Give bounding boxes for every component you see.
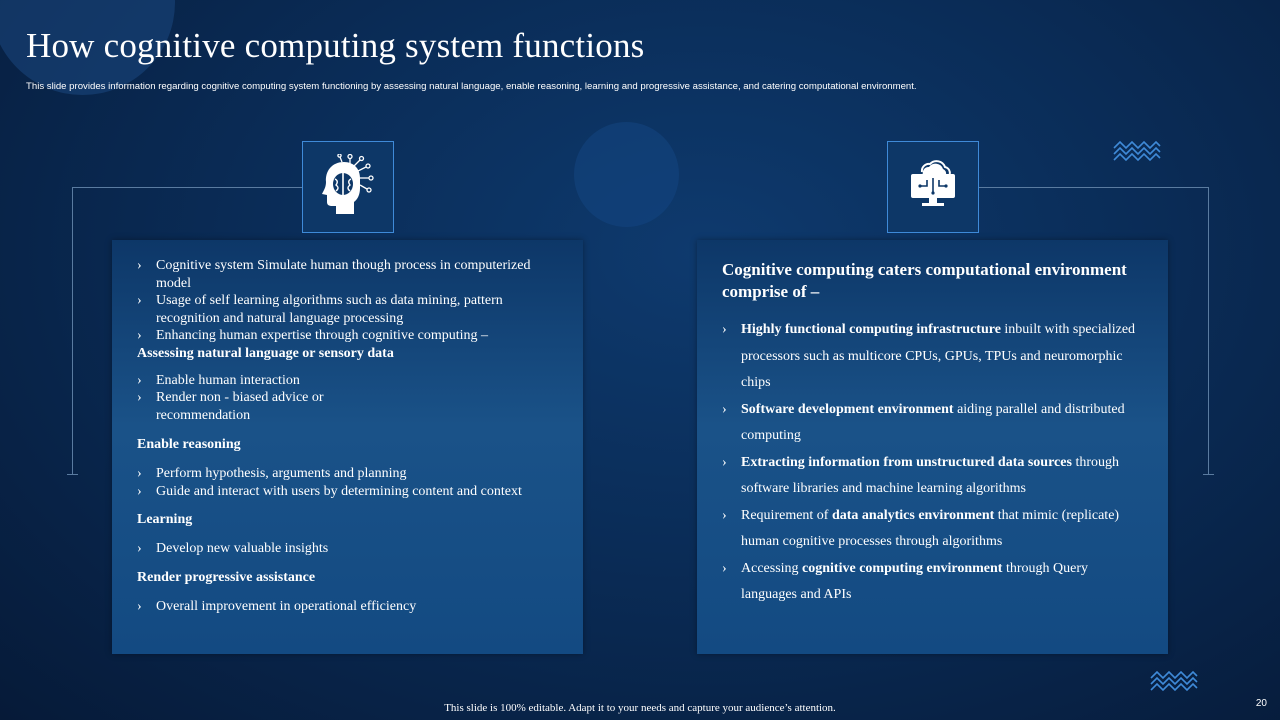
- list-item: › Render non - biased advice or recommendation: [137, 389, 326, 424]
- icon-box-left: [302, 141, 394, 233]
- section-list: [137, 598, 567, 616]
- left-card-content: [137, 257, 567, 615]
- environment-list: [722, 317, 1147, 609]
- connector-line: [72, 187, 73, 474]
- list-item: › Cognitive system Simulate human though process in computerized model: [137, 257, 567, 292]
- list-item: › Usage of self learning algorithms such as data mining, pattern recognition and natural language processing: [137, 292, 567, 327]
- list-item: › Enhancing human expertise through cognitive computing –: [137, 327, 567, 345]
- zigzag-decoration: [1113, 140, 1161, 162]
- connector-line: [1208, 187, 1209, 474]
- slide-number: 20: [1255, 698, 1267, 709]
- list-item: › Highly functional computing infrastructure inbuilt with specialized processors such as multicore CPUs, GPUs, TPUs and neuromorphic chips: [722, 317, 1147, 397]
- cloud-computer-icon: [908, 160, 958, 215]
- connector-line: [67, 474, 78, 475]
- list-item: › Extracting information from unstructured data sources through software libraries and machine learning algorithms: [722, 450, 1147, 503]
- decorative-circle: [574, 122, 679, 227]
- section-heading: Learning: [137, 512, 193, 527]
- page-subtitle: This slide provides information regarding cognitive computing system functioning by assessing natural language, enable reasoning, learning and progressive assistance, and catering computational environment.: [26, 81, 917, 92]
- icon-box-right: [887, 141, 979, 233]
- section-list: [137, 465, 567, 500]
- list-item: › Software development environment aiding parallel and distributed computing: [722, 397, 1147, 450]
- list-item: › Requirement of data analytics environment that mimic (replicate) human cognitive processes through algorithms: [722, 503, 1147, 556]
- list-item: › Guide and interact with users by determining content and context: [137, 483, 567, 501]
- card-heading: Cognitive computing caters computational environment comprise of –: [722, 260, 1127, 301]
- section-list: [137, 372, 567, 425]
- cognitive-system-card: [112, 240, 583, 654]
- connector-line: [72, 187, 302, 188]
- list-item: › Enable human interaction: [137, 372, 567, 390]
- section-heading: Render progressive assistance: [137, 569, 316, 585]
- list-item: › Perform hypothesis, arguments and planning: [137, 465, 567, 483]
- section-heading: Enable reasoning: [137, 437, 241, 452]
- connector-line: [1203, 474, 1214, 475]
- footer-note: This slide is 100% editable. Adapt it to your needs and capture your audience’s attention.: [444, 702, 836, 714]
- list-item: › Overall improvement in operational efficiency: [137, 598, 567, 616]
- list-item: › Accessing cognitive computing environment through Query languages and APIs: [722, 556, 1147, 609]
- page-title: How cognitive computing system functions: [26, 26, 645, 65]
- brain-circuit-head-icon: [320, 154, 376, 221]
- section-heading: Assessing natural language or sensory data: [137, 345, 394, 361]
- connector-line: [978, 187, 1208, 188]
- zigzag-decoration: [1150, 670, 1198, 692]
- section-list: [137, 540, 567, 558]
- intro-list: [137, 257, 567, 345]
- computational-environment-card: [697, 240, 1168, 654]
- list-item: › Develop new valuable insights: [137, 540, 567, 558]
